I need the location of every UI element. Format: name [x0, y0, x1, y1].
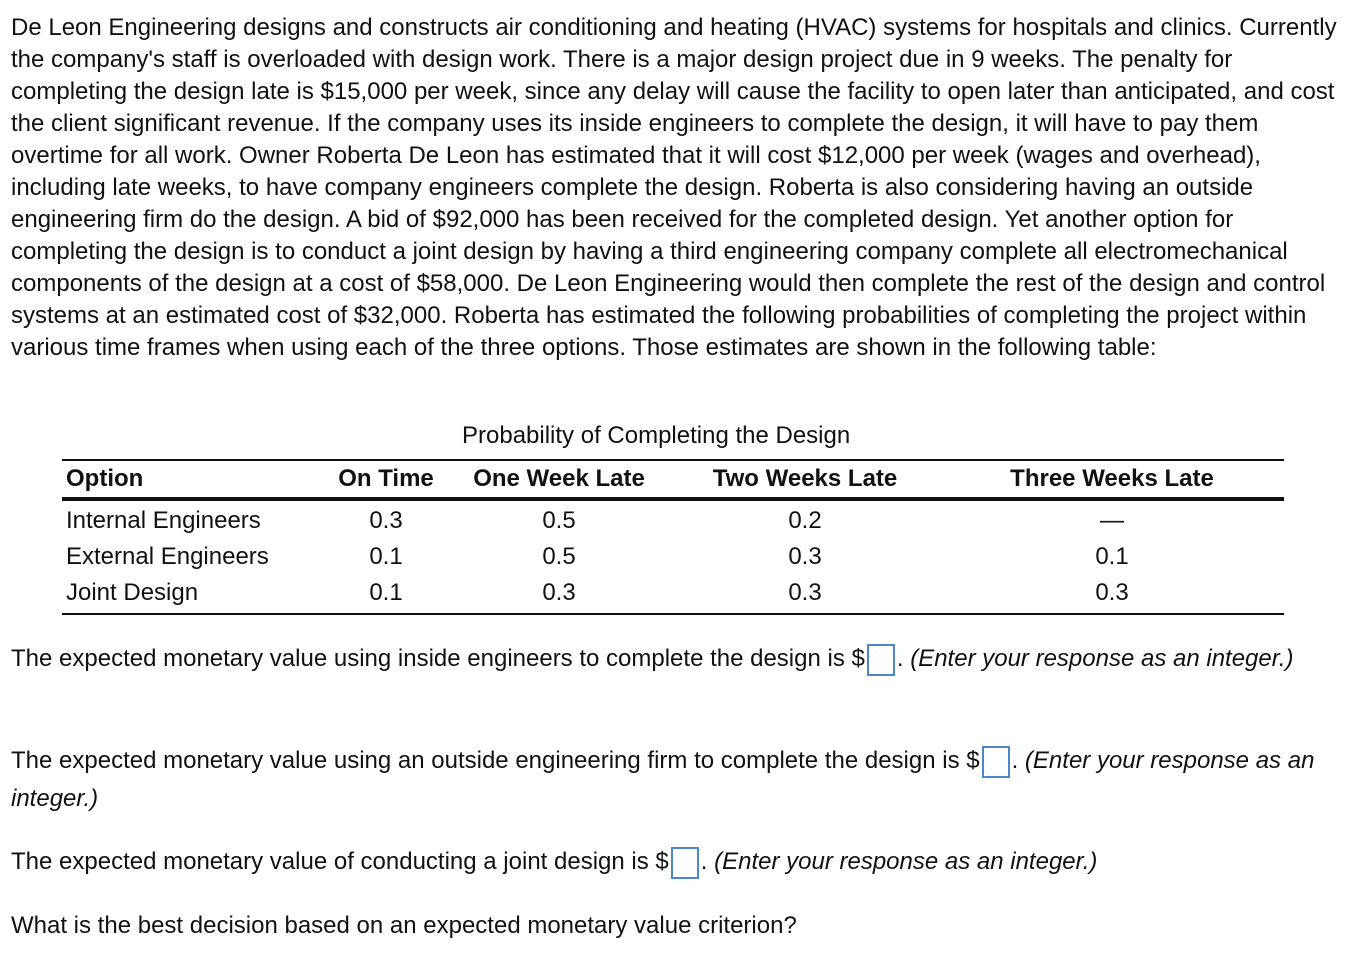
- table-cell: —: [1100, 507, 1124, 534]
- table-cell: 0.1: [369, 579, 403, 606]
- table-cell: 0.2: [788, 507, 822, 534]
- header-one-week-late: One Week Late: [448, 460, 670, 499]
- header-three-weeks-late: Three Weeks Late: [940, 460, 1284, 499]
- option-name: Joint Design: [66, 579, 199, 606]
- answer-input-inside-engineers[interactable]: [867, 644, 895, 676]
- table-row: [62, 575, 1284, 614]
- header-two-weeks-late: Two Weeks Late: [670, 460, 940, 499]
- answer-hint: (Enter your response as an integer.): [910, 645, 1294, 672]
- question-joint-design: The expected monetary value of conducting a joint design is $ . (Enter your response as an integer.): [11, 843, 1331, 881]
- answer-hint: (Enter your response as an integer.): [714, 848, 1098, 875]
- probability-table: [62, 459, 1284, 615]
- table-cell: 0.5: [542, 507, 576, 534]
- answer-input-joint-design[interactable]: [671, 847, 699, 879]
- answer-input-outside-firm[interactable]: [982, 746, 1010, 778]
- table-cell: 0.1: [369, 543, 403, 570]
- table-cell: 0.3: [542, 579, 576, 606]
- option-name: External Engineers: [66, 543, 269, 570]
- table-row: [62, 499, 1284, 539]
- question-inside-engineers: The expected monetary value using inside engineers to complete the design is $ . (Enter your response as an integer.): [11, 640, 1331, 678]
- header-option: Option: [62, 460, 324, 499]
- question-outside-firm: The expected monetary value using an outside engineering firm to complete the design is $ . (Enter your response as an integer.): [11, 747, 1315, 812]
- option-name: Internal Engineers: [66, 507, 261, 534]
- table-cell: 0.3: [1095, 579, 1129, 606]
- table-cell: 0.3: [788, 543, 822, 570]
- table-header-row: [62, 460, 1284, 499]
- table-cell: 0.3: [369, 507, 403, 534]
- question-best-decision: What is the best decision based on an expected monetary value criterion?: [11, 912, 797, 939]
- header-on-time: On Time: [324, 460, 448, 499]
- table-cell: 0.1: [1095, 543, 1129, 570]
- table-cell: 0.5: [542, 543, 576, 570]
- problem-statement: De Leon Engineering designs and constructs air conditioning and heating (HVAC) systems for hospitals and clinics. Currently the company's staff is overloaded with design work. There is a major design project due in 9 weeks. The penalty for completing the design late is $15,000 per week, since any delay will cause the facility to open later than anticipated, and cost the client significant revenue. If the company uses its inside engineers to complete the design, it will have to pay them overtime for all work. Owner Roberta De Leon has estimated that it will cost $12,000 per week (wages and overhead), including late weeks, to have company engineers complete the design. Roberta is also considering having an outside engineering firm do the design. A bid of $92,000 has been received for the completed design. Yet another option for completing the design is to conduct a joint design by having a third engineering company complete all electromechanical components of the design at a cost of $58,000. De Leon Engineering would then complete the rest of the design and control systems at an estimated cost of $32,000. Roberta has estimated the following probabilities of completing the project within various time frames when using each of the three options. Those estimates are shown in the following table:: [11, 14, 1337, 361]
- answer-hint: (Enter your response as an integer.): [11, 747, 1315, 812]
- table-cell: 0.3: [788, 579, 822, 606]
- table-row: [62, 539, 1284, 575]
